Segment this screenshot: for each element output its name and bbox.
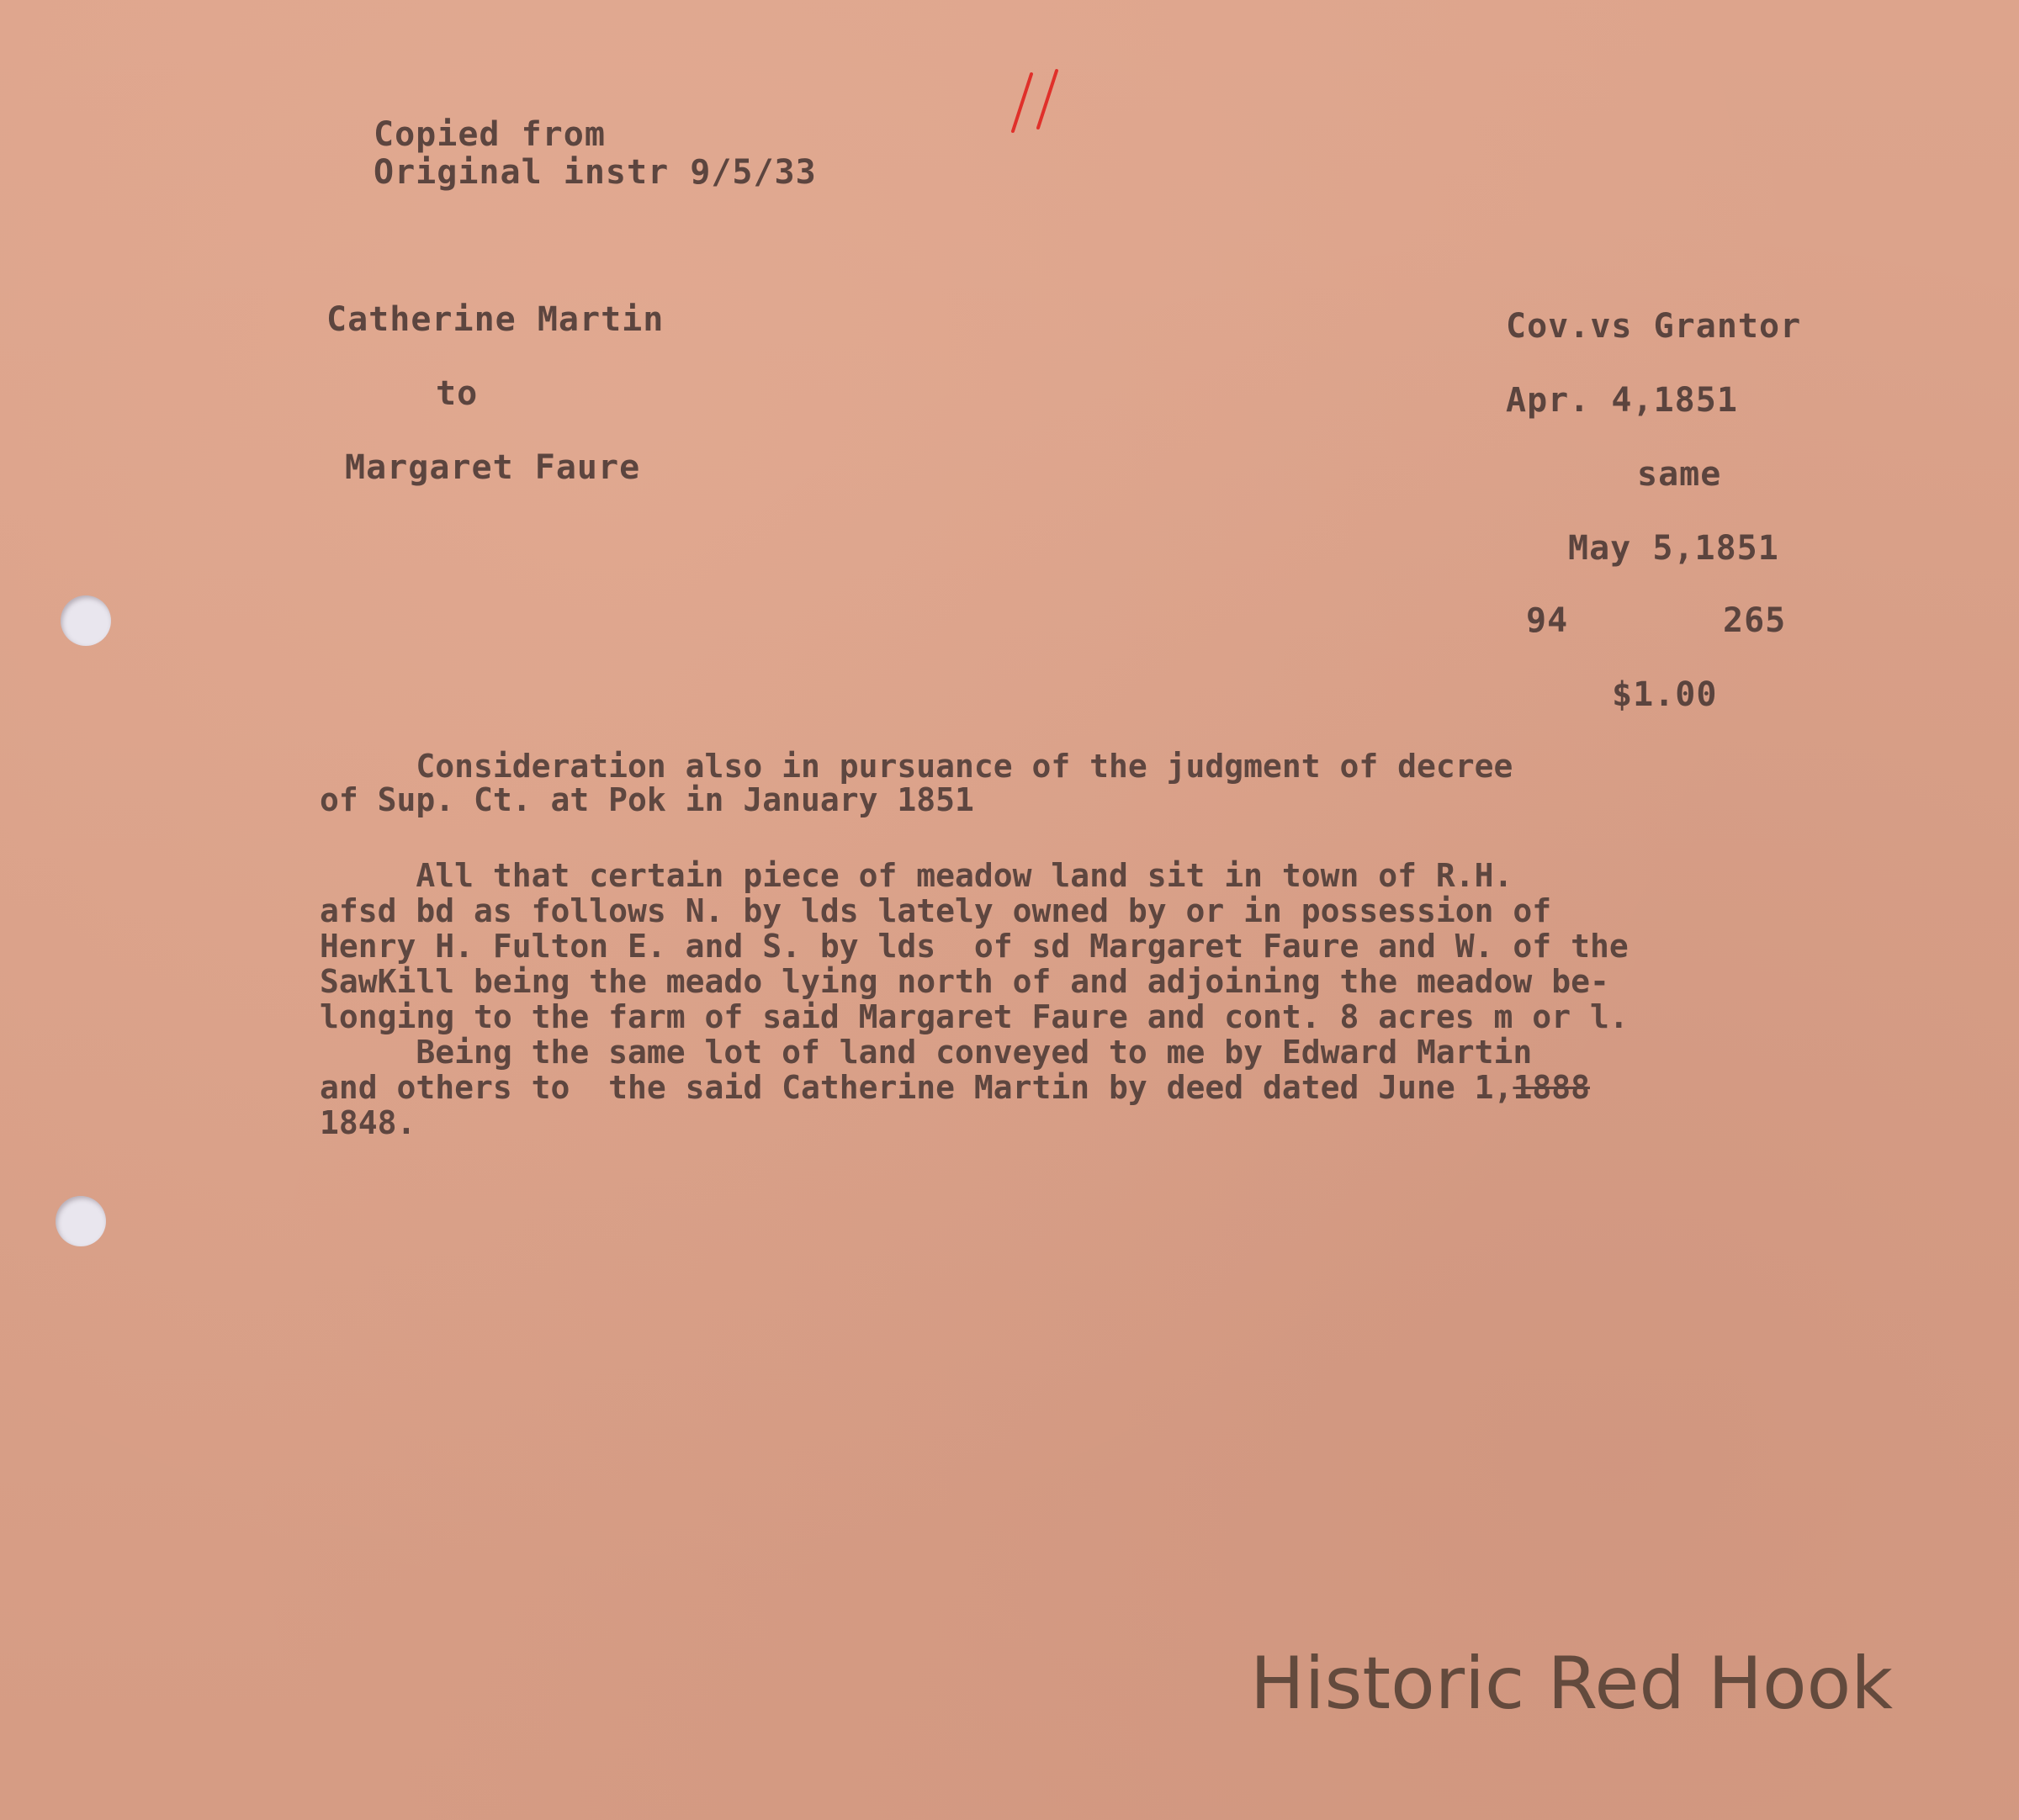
- liber-number: 94: [1526, 601, 1569, 640]
- date-recorded: May 5,1851: [1568, 529, 1779, 568]
- historic-red-hook-watermark: Historic Red Hook: [1249, 1642, 1893, 1726]
- description-line-5: longing to the farm of said Margaret Faure and cont. 8 acres m or l.: [320, 998, 1629, 1035]
- consideration-amount: $1.00: [1612, 675, 1718, 714]
- red-pencil-mark: [1008, 66, 1084, 141]
- party-conjunction: to: [436, 374, 479, 413]
- description-line-1: All that certain piece of meadow land sit in town of R.H.: [320, 857, 1513, 894]
- struck-year: 1888: [1513, 1069, 1590, 1106]
- description-line-7: [320, 1069, 1590, 1106]
- punch-hole-bottom: [56, 1196, 106, 1246]
- description-line-8: 1848.: [320, 1104, 416, 1141]
- deed-type: Cov.vs Grantor: [1506, 307, 1802, 346]
- description-line-4: SawKill being the meado lying north of and adjoining the meadow be-: [320, 963, 1609, 1000]
- description-line-2: afsd bd as follows N. by lds lately owned by or in possession of: [320, 892, 1552, 929]
- grantee-name: Margaret Faure: [345, 448, 641, 487]
- grantor-name: Catherine Martin: [326, 300, 665, 339]
- consideration-line-1: Consideration also in pursuance of the judgment of decree: [320, 748, 1513, 785]
- date-acknowledged: same: [1637, 455, 1722, 494]
- punch-hole-top: [61, 595, 111, 646]
- description-line-7-text: and others to the said Catherine Martin by deed dated June 1,: [320, 1069, 1513, 1106]
- description-line-6: Being the same lot of land conveyed to me by Edward Martin: [320, 1034, 1533, 1071]
- description-line-3: Henry H. Fulton E. and S. by lds of sd Margaret Faure and W. of the: [320, 928, 1629, 965]
- date-executed: Apr. 4,1851: [1506, 381, 1738, 420]
- consideration-line-2: of Sup. Ct. at Pok in January 1851: [320, 781, 974, 818]
- original-instrument-date: Original instr 9/5/33: [374, 153, 817, 192]
- page-number: 265: [1723, 601, 1787, 640]
- copied-from-note: Copied from: [374, 115, 606, 154]
